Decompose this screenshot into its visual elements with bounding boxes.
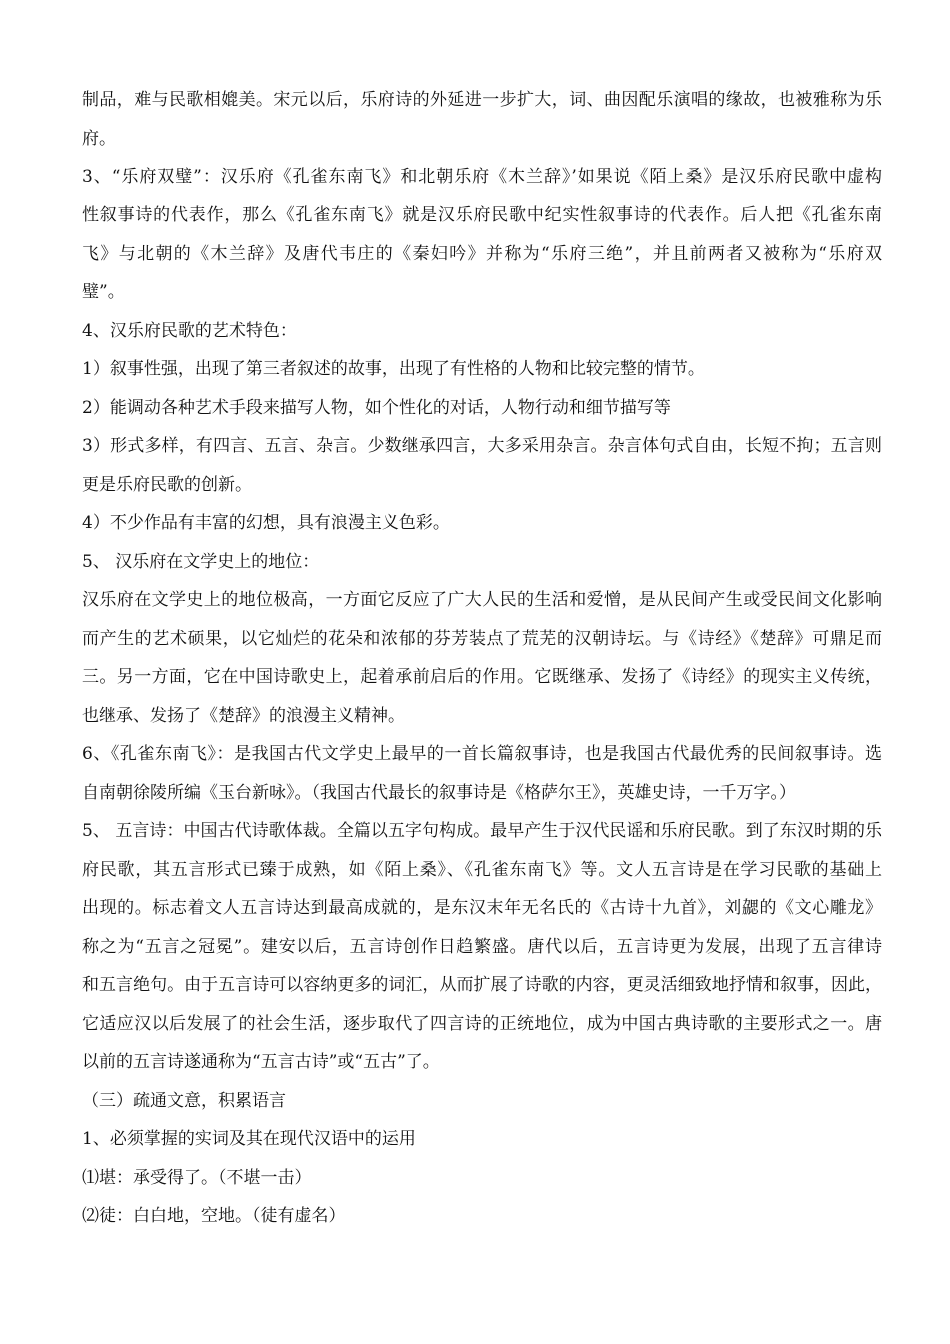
text-line: 性叙事诗的代表作，那么《孔雀东南飞》就是汉乐府民歌中纪实性叙事诗的代表作。后人把《孔雀东南 — [82, 205, 882, 225]
section-heading: 5、 汉乐府在文学史上的地位： — [82, 552, 320, 572]
text-line: 府。 — [82, 129, 116, 149]
list-item: ⑴堪：承受得了。（不堪一击） — [82, 1168, 312, 1188]
list-item: 3）形式多样，有四言、五言、杂言。少数继承四言，大多采用杂言。杂言体句式自由，长短不拘；五言则 — [82, 436, 882, 456]
text-line: 也继承、发扬了《楚辞》的浪漫主义精神。 — [82, 706, 405, 726]
text-line: 自南朝徐陵所编《玉台新咏》。（我国古代最长的叙事诗是《格萨尔王》，英雄史诗，一千万字。） — [82, 783, 796, 803]
section-heading: 1、必须掌握的实词及其在现代汉语中的运用 — [82, 1129, 416, 1149]
list-item: 2）能调动各种艺术手段来描写人物，如个性化的对话，人物行动和细节描写等 — [82, 398, 671, 418]
text-line: 出现的。标志着文人五言诗达到最高成就的，是东汉末年无名氏的《古诗十九首》，刘勰的《文心雕龙》 — [82, 898, 882, 918]
text-line: 三。另一方面，它在中国诗歌史上，起着承前启后的作用。它既继承、发扬了《诗经》的现实主义传统， — [82, 667, 882, 687]
list-item: 4）不少作品有丰富的幻想，具有浪漫主义色彩。 — [82, 513, 450, 533]
text-line: 3、“乐府双璧”：汉乐府《孔雀东南飞》和北朝乐府《木兰辞》’如果说《陌上桑》是汉乐府民歌中虚构 — [82, 167, 882, 187]
text-line: 称之为“五言之冠冕”。建安以后，五言诗创作日趋繁盛。唐代以后，五言诗更为发展，出现了五言律诗 — [82, 937, 882, 957]
text-line: 制品，难与民歌相媲美。宋元以后，乐府诗的外延进一步扩大，词、曲因配乐演唱的缘故，也被雅称为乐 — [82, 90, 882, 110]
list-item: ⑵徒：白白地，空地。（徒有虚名） — [82, 1206, 346, 1226]
text-line: 而产生的艺术硕果，以它灿烂的花朵和浓郁的芬芳装点了荒芜的汉朝诗坛。与《诗经》《楚辞》可鼎足而 — [82, 629, 882, 649]
section-heading: 4、汉乐府民歌的艺术特色： — [82, 321, 297, 341]
text-line: 以前的五言诗遂通称为“五言古诗”或“五古”了。 — [82, 1052, 440, 1072]
text-line: 府民歌，其五言形式已臻于成熟，如《陌上桑》、《孔雀东南飞》等。文人五言诗是在学习民歌的基础上 — [82, 860, 882, 880]
text-line: 汉乐府在文学史上的地位极高，一方面它反应了广大人民的生活和爱憎，是从民间产生或受民间文化影响 — [82, 590, 882, 610]
text-line: 更是乐府民歌的创新。 — [82, 475, 252, 495]
text-line: 和五言绝句。由于五言诗可以容纳更多的词汇，从而扩展了诗歌的内容，更灵活细致地抒情和叙事，因此， — [82, 975, 882, 995]
text-line: 飞》与北朝的《木兰辞》及唐代韦庄的《秦妇吟》并称为“乐府三绝”，并且前两者又被称为“乐府双 — [82, 244, 882, 264]
section-heading: （三）疏通文意，积累语言 — [82, 1091, 286, 1111]
text-line: 5、 五言诗：中国古代诗歌体裁。全篇以五字句构成。最早产生于汉代民谣和乐府民歌。到了东汉时期的乐 — [82, 821, 882, 841]
text-line: 璧”。 — [82, 282, 125, 302]
text-line: 6、《孔雀东南飞》：是我国古代文学史上最早的一首长篇叙事诗，也是我国古代最优秀的民间叙事诗。选 — [82, 744, 882, 764]
text-line: 它适应汉以后发展了的社会生活，逐步取代了四言诗的正统地位，成为中国古典诗歌的主要形式之一。唐 — [82, 1014, 882, 1034]
list-item: 1）叙事性强，出现了第三者叙述的故事，出现了有性格的人物和比较完整的情节。 — [82, 359, 705, 379]
